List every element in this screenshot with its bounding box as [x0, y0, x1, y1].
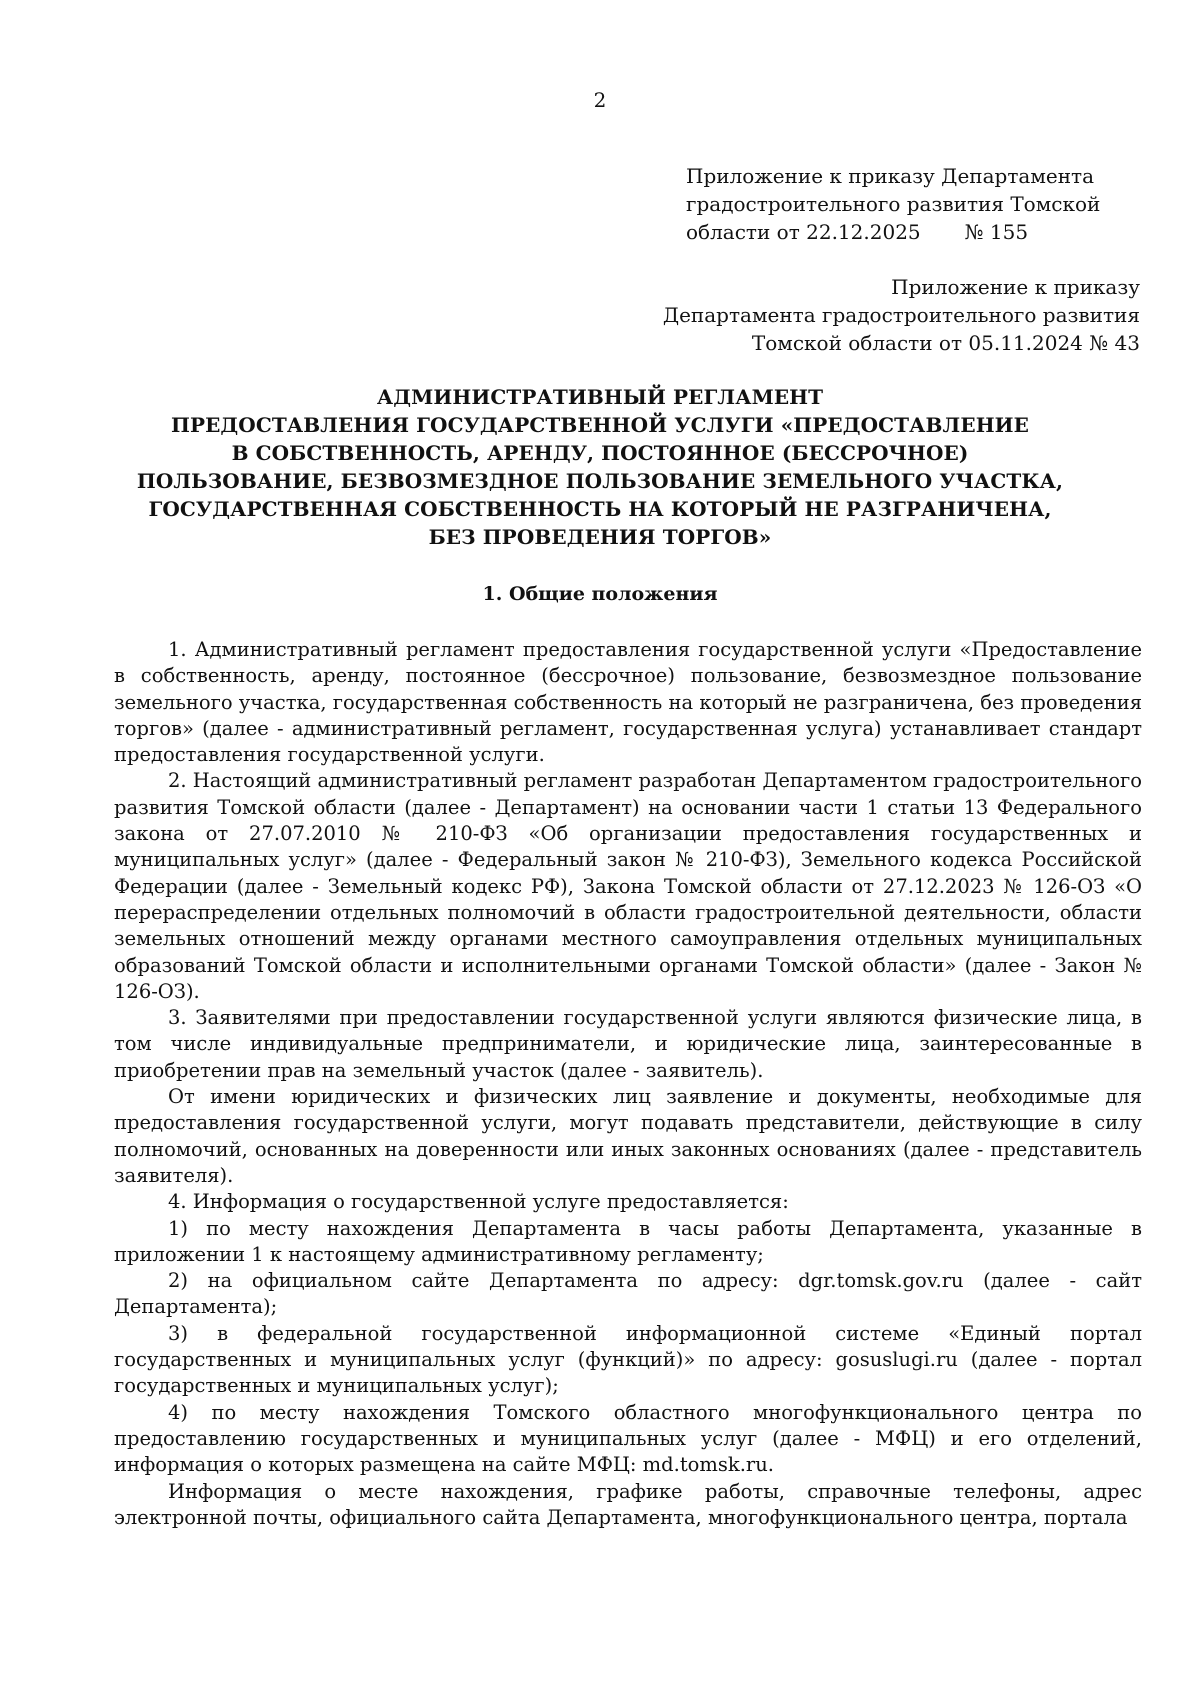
paragraph: 1) по месту нахождения Департамента в часы работы Департамента, указанные в приложении 1 к настоящему административному регламенту;	[114, 1216, 1142, 1266]
appendix-header-old	[620, 273, 1140, 357]
appendix-new-date: области от 22.12.2025	[686, 220, 921, 244]
paragraph: 3. Заявителями при предоставлении государственной услуги являются физические лица, в том числе индивидуальные предприниматели, и юридические лица, заинтересованные в приобретении прав на земельный участок (далее - заявитель).	[114, 1006, 1142, 1082]
title-line: БЕЗ ПРОВЕДЕНИЯ ТОРГОВ»	[428, 525, 772, 549]
paragraph: 1. Административный регламент предоставления государственной услуги «Предоставление в собственность, аренду, постоянное (бессрочное) пользование, безвозмездное пользование земельного участка, государственная собственность на который не разграничена, без проведения торгов» (далее - административный регламент, государственная услуга) устанавливает стандарт предоставления государственной услуги.	[114, 638, 1142, 767]
appendix-old-line: Департамента градостроительного развития	[662, 303, 1140, 327]
appendix-old-line: Томской области от 05.11.2024 № 43	[751, 331, 1140, 355]
page-number: 2	[593, 88, 607, 112]
title-line: В СОБСТВЕННОСТЬ, АРЕНДУ, ПОСТОЯННОЕ (БЕССРОЧНОЕ)	[231, 441, 969, 465]
title-line: ПРЕДОСТАВЛЕНИЯ ГОСУДАРСТВЕННОЙ УСЛУГИ «ПРЕДОСТАВЛЕНИЕ	[170, 413, 1030, 437]
paragraph: От имени юридических и физических лиц заявление и документы, необходимые для предоставления государственной услуги, могут подавать представители, действующие в силу полномочий, основанных на доверенности или иных законных основаниях (далее - представитель заявителя).	[114, 1085, 1142, 1187]
appendix-header-new	[686, 162, 1106, 246]
paragraph: 4. Информация о государственной услуге предоставляется:	[168, 1190, 789, 1214]
paragraph: 3) в федеральной государственной информационной системе «Единый портал государственных и муниципальных услуг (функций)» по адресу: gosuslugi.ru (далее - портал государственных и муниципальных услуг);	[114, 1321, 1142, 1398]
paragraph: 2. Настоящий административный регламент разработан Департаментом градостроительного развития Томской области (далее - Департамент) на основании части 1 статьи 13 Федерального закона от 27.07.2010 № 210-ФЗ «Об организации предоставления государственных и муниципальных услуг» (далее - Федеральный закон № 210-ФЗ), Земельного кодекса Российской Федерации (далее - Земельный кодекс РФ), Закона Томской области от 27.12.2023 № 126-ОЗ «О перераспределении отдельных полномочий в области градостроительной деятельности, области земельных отношений между органами местного самоуправления отдельных муниципальных образований Томской области и исполнительными органами Томской области» (далее - Закон № 126-ОЗ).	[114, 769, 1143, 1003]
title-line: ПОЛЬЗОВАНИЕ, БЕЗВОЗМЕЗДНОЕ ПОЛЬЗОВАНИЕ ЗЕМЕЛЬНОГО УЧАСТКА,	[136, 469, 1064, 493]
appendix-new-number: № 155	[964, 220, 1029, 244]
appendix-new-line-date	[686, 218, 1106, 246]
appendix-old-line: Приложение к приказу	[891, 275, 1140, 299]
paragraph: Информация о месте нахождения, графике работы, справочные телефоны, адрес электронной почты, официального сайта Департамента, многофункционального центра, портала	[114, 1479, 1142, 1529]
title-line: АДМИНИСТРАТИВНЫЙ РЕГЛАМЕНТ	[376, 385, 824, 409]
title-line: ГОСУДАРСТВЕННАЯ СОБСТВЕННОСТЬ НА КОТОРЫЙ НЕ РАЗГРАНИЧЕНА,	[148, 497, 1052, 521]
section-title: 1. Общие положения	[482, 583, 718, 605]
appendix-new-line: градостроительного развития Томской	[686, 192, 1101, 216]
document-title	[60, 383, 1140, 551]
appendix-new-line: Приложение к приказу Департамента	[686, 164, 1095, 188]
paragraph: 4) по месту нахождения Томского областного многофункционального центра по предоставлению государственных и муниципальных услуг (далее - МФЦ) и его отделений, информация о которых размещена на сайте МФЦ: md.tomsk.ru.	[114, 1400, 1142, 1477]
document-body	[114, 637, 1142, 1531]
paragraph: 2) на официальном сайте Департамента по адресу: dgr.tomsk.gov.ru (далее - сайт Департамента);	[114, 1269, 1142, 1319]
